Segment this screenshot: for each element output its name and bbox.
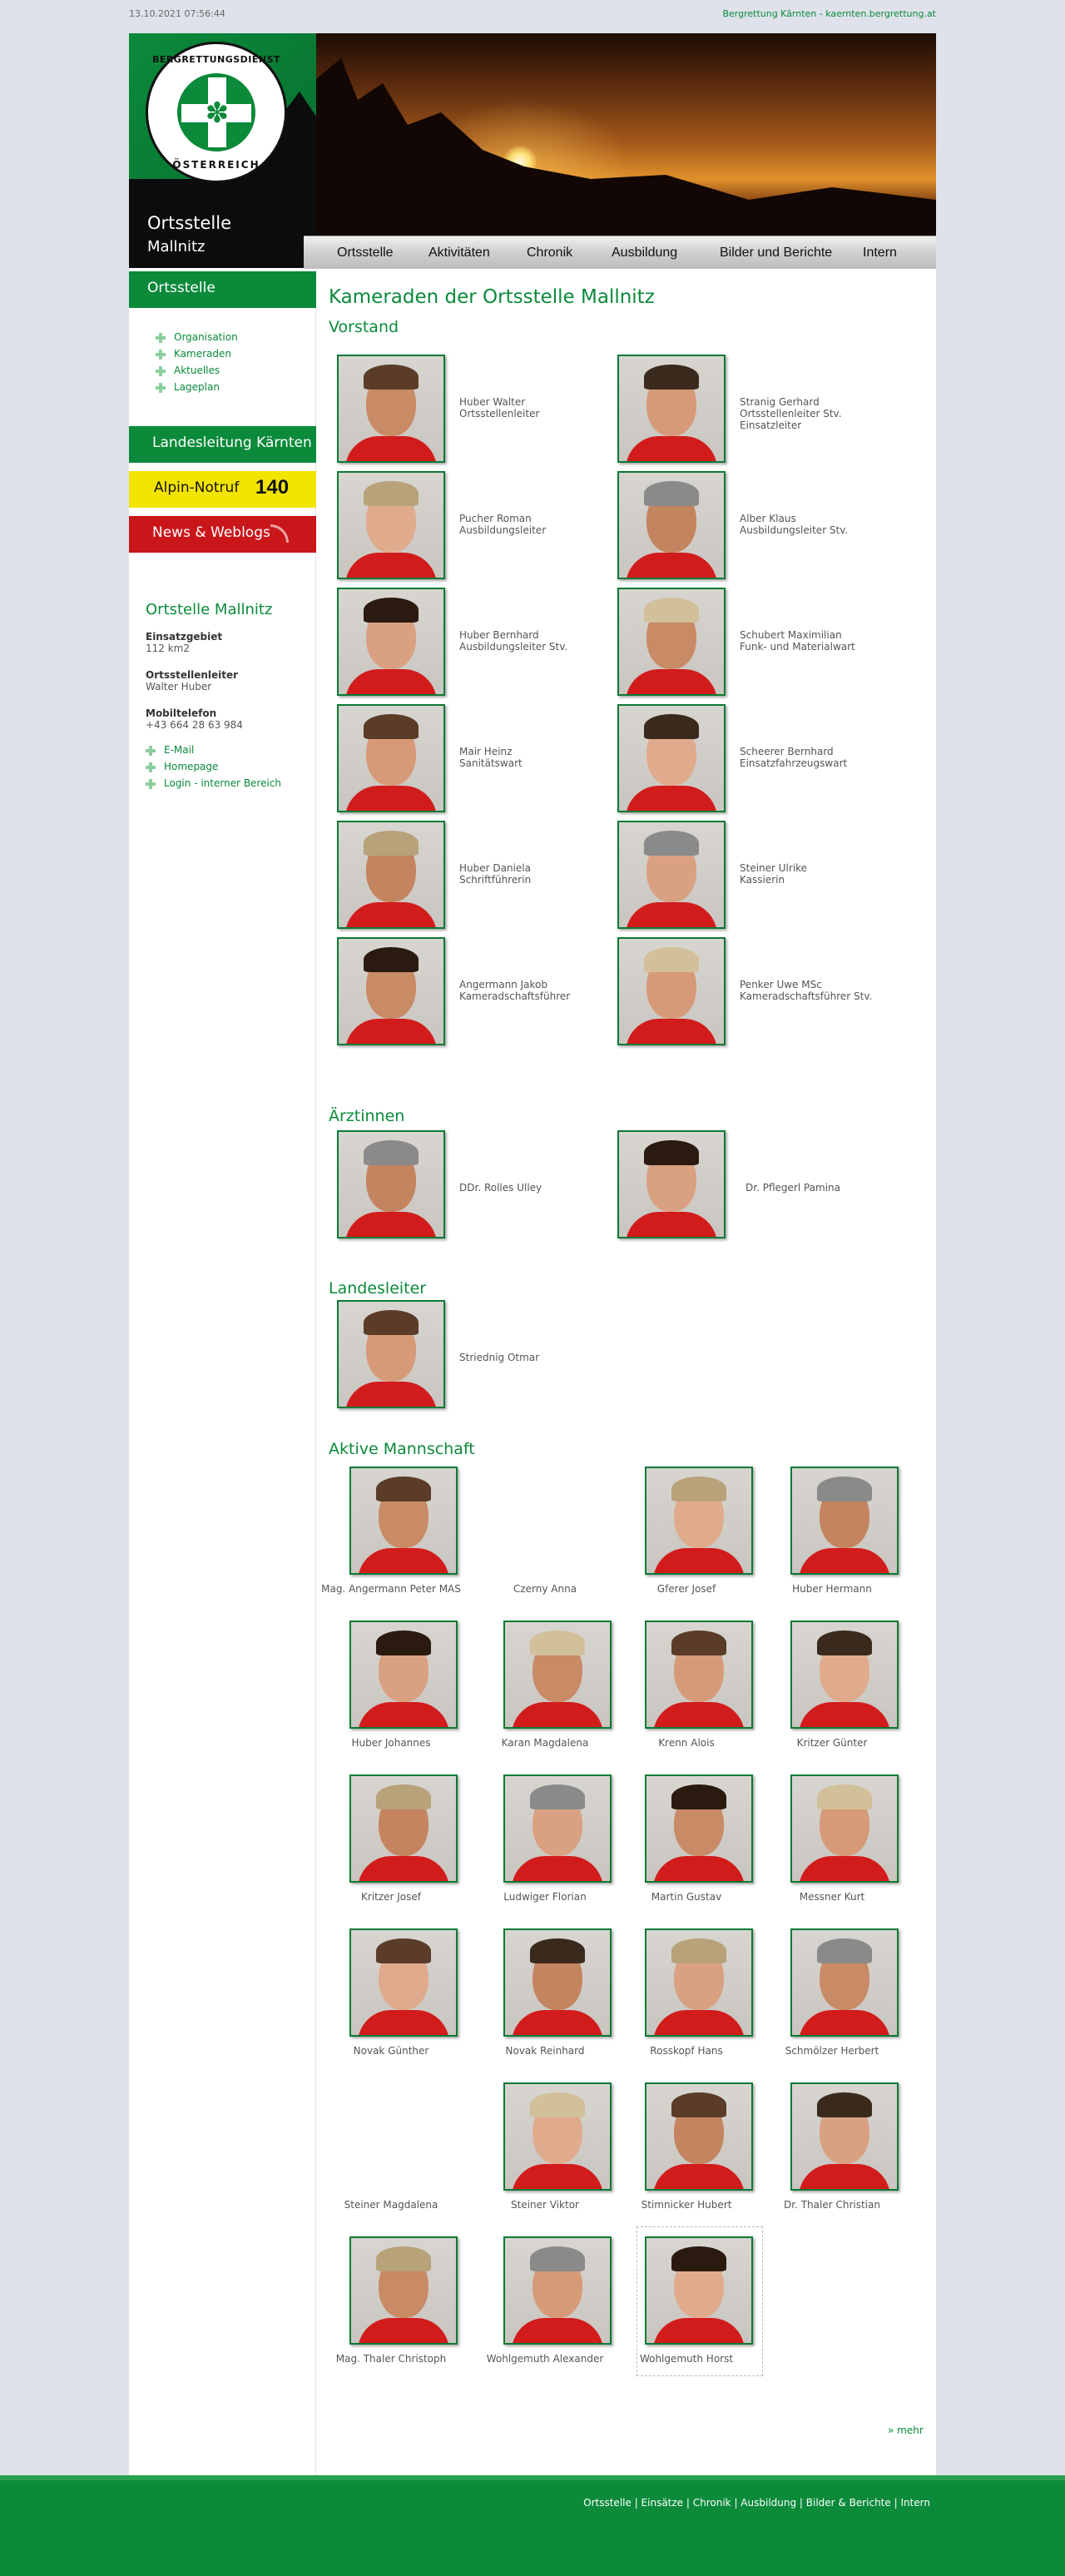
vorstand-photo[interactable] — [617, 355, 726, 463]
person-role: Ortsstellenleiter Stv. — [740, 408, 842, 419]
notruf-number: 140 — [255, 476, 290, 499]
person-role: Schriftführerin — [459, 874, 532, 886]
sidebar-item-lageplan[interactable]: Lageplan — [156, 381, 305, 393]
logo-title: Ortsstelle — [147, 213, 232, 233]
hair — [376, 1477, 431, 1501]
hair — [530, 2092, 585, 2117]
einsatzgebiet-info: Einsatzgebiet 112 km2 — [146, 631, 223, 654]
footer-separator: | — [890, 2497, 901, 2509]
person-role: Sanitätswart — [459, 757, 523, 769]
nav-chronik[interactable]: Chronik — [527, 246, 573, 260]
hair — [817, 1938, 872, 1963]
vorstand-photo[interactable] — [617, 704, 726, 812]
hair — [671, 2092, 726, 2117]
person-name: Alber Klaus — [740, 513, 796, 524]
member-name: Huber Hermann — [792, 1583, 872, 1595]
hair — [364, 714, 419, 739]
footer-link[interactable]: Bilder & Berichte — [805, 2497, 891, 2509]
badge-top-text: BERGRETTUNGSDIENST — [151, 54, 281, 65]
hair — [644, 947, 699, 972]
mannschaft-photo[interactable] — [503, 2082, 612, 2191]
datetime: 13.10.2021 07:56:44 — [129, 8, 225, 19]
section-vorstand: Vorstand — [329, 318, 399, 336]
member-name: Dr. Thaler Christian — [784, 2199, 880, 2211]
footer-link[interactable]: Ortsstelle — [583, 2497, 632, 2509]
arzt-photo[interactable] — [617, 1130, 726, 1238]
hair — [364, 598, 419, 623]
mannschaft-photo[interactable] — [790, 1928, 899, 2037]
hair — [530, 2246, 585, 2271]
hair — [644, 714, 699, 739]
alpin-notruf-banner[interactable]: Alpin-Notruf 140 — [129, 471, 316, 508]
mannschaft-photo[interactable] — [503, 2236, 612, 2345]
section-aerztinnen: Ärztinnen — [329, 1107, 405, 1125]
member-name: Stimnicker Hubert — [641, 2199, 732, 2211]
news-weblogs-banner[interactable]: News & Weblogs — [129, 516, 316, 553]
footer-separator: | — [796, 2497, 806, 2509]
main-nav — [304, 236, 936, 269]
mannschaft-photo[interactable] — [349, 1621, 458, 1729]
leiter-info: Ortsstellenleiter Walter Huber — [146, 669, 239, 692]
logo-area[interactable] — [129, 33, 316, 268]
footer-link[interactable]: Chronik — [692, 2497, 731, 2509]
member-name: Huber Johannes — [351, 1737, 431, 1749]
member-name: Schmölzer Herbert — [785, 2045, 879, 2057]
section-mannschaft: Aktive Mannschaft — [329, 1440, 475, 1458]
person-name: Schubert Maximilian — [740, 629, 842, 641]
hair — [376, 1938, 431, 1963]
plus-icon — [156, 333, 166, 343]
hair — [364, 831, 419, 856]
mannschaft-photo[interactable] — [349, 1774, 458, 1883]
landesleitung-banner[interactable]: Landesleitung Kärnten — [129, 426, 316, 463]
person-name: Dr. Pflegerl Pamina — [746, 1182, 840, 1194]
section-landesleiter: Landesleiter — [329, 1279, 427, 1298]
person-name: Penker Uwe MSc — [740, 979, 822, 990]
header-image — [316, 33, 936, 236]
footer-separator: | — [731, 2497, 741, 2509]
person-role: Ausbildungsleiter Stv. — [740, 524, 849, 536]
email-link[interactable]: E-Mail — [146, 744, 295, 756]
member-name: Mag. Thaler Christoph — [335, 2353, 447, 2365]
hair — [530, 1938, 585, 1963]
more-link[interactable]: » mehr — [888, 2425, 924, 2436]
member-name: Gferer Josef — [656, 1583, 716, 1595]
mannschaft-photo[interactable] — [645, 1928, 753, 2037]
person-role: Kameradschaftsführer — [459, 990, 571, 1002]
mobil-info: Mobiltelefon +43 664 28 63 984 — [146, 707, 243, 731]
person-role: Einsatzleiter — [740, 419, 802, 431]
member-name: Messner Kurt — [799, 1891, 865, 1903]
person-name: Steiner Ulrike — [740, 862, 808, 874]
mannschaft-photo[interactable] — [645, 1774, 753, 1883]
footer-links — [583, 2497, 930, 2509]
person-name: Pucher Roman — [459, 513, 532, 524]
landesleiter-photo[interactable] — [337, 1300, 445, 1408]
nav-ortsstelle[interactable]: Ortsstelle — [337, 246, 394, 260]
hair — [671, 1630, 726, 1655]
hair — [376, 1784, 431, 1809]
hair — [817, 2092, 872, 2117]
sidebar — [129, 268, 316, 2475]
hair — [817, 1477, 872, 1501]
person-name: Striednig Otmar — [459, 1352, 540, 1363]
person-name: Stranig Gerhard — [740, 396, 820, 408]
selected-member-frame — [637, 2226, 763, 2376]
footer-link[interactable]: Einsätze — [641, 2497, 684, 2509]
badge-bottom-text: ÖSTERREICH — [172, 159, 260, 171]
person-role: Ausbildungsleiter — [459, 524, 547, 536]
hair — [376, 1630, 431, 1655]
member-name: Steiner Magdalena — [344, 2199, 438, 2211]
mannschaft-photo[interactable] — [645, 2082, 753, 2191]
person-name: Angermann Jakob — [459, 979, 547, 990]
person-role: Funk- und Materialwart — [740, 641, 855, 653]
plus-icon — [146, 746, 156, 756]
mannschaft-photo[interactable] — [790, 1774, 899, 1883]
hair — [817, 1784, 872, 1809]
member-name: Kritzer Günter — [796, 1737, 868, 1749]
edelweiss-icon: ✽ — [205, 97, 230, 130]
person-name: Huber Bernhard — [459, 629, 539, 641]
hair — [364, 947, 419, 972]
nav-intern[interactable]: Intern — [863, 246, 897, 260]
person-name: Mair Heinz — [459, 746, 513, 757]
mannschaft-photo[interactable] — [503, 1928, 612, 2037]
hair — [364, 365, 419, 390]
footer-separator: | — [683, 2497, 693, 2509]
page-title: Kameraden der Ortsstelle Mallnitz — [329, 286, 655, 308]
member-name: Czerny Anna — [513, 1583, 577, 1595]
hair — [644, 365, 699, 390]
nav-ausbildung[interactable]: Ausbildung — [612, 246, 678, 260]
mannschaft-photo[interactable] — [645, 1467, 753, 1575]
arzt-photo[interactable] — [337, 1130, 445, 1238]
mannschaft-photo[interactable] — [645, 1621, 753, 1729]
top-bar — [129, 8, 936, 20]
vorstand-photo[interactable] — [617, 588, 726, 696]
rss-icon — [270, 524, 289, 543]
vorstand-photo[interactable] — [617, 937, 726, 1045]
hair — [364, 1140, 419, 1165]
member-name: Kritzer Josef — [360, 1891, 421, 1903]
sidebar-title: Ortstelle Mallnitz — [146, 601, 273, 618]
vorstand-photo[interactable] — [337, 355, 445, 463]
hair — [644, 1140, 699, 1165]
person-role: Ausbildungsleiter Stv. — [459, 641, 568, 653]
site-link[interactable]: Bergrettung Kärnten - kaernten.bergrettung.at — [722, 8, 936, 19]
vorstand-photo[interactable] — [337, 937, 445, 1045]
hair — [364, 481, 419, 506]
vorstand-photo[interactable] — [617, 471, 726, 579]
mannschaft-photo[interactable] — [503, 1621, 612, 1729]
hair — [671, 1477, 726, 1501]
mannschaft-photo[interactable] — [790, 2082, 899, 2191]
person-role: Kameradschaftsführer Stv. — [740, 990, 873, 1002]
hair — [376, 2246, 431, 2271]
footer-link[interactable]: Intern — [900, 2497, 930, 2509]
hair — [644, 598, 699, 623]
member-name: Ludwiger Florian — [503, 1891, 587, 1903]
vorstand-photo[interactable] — [337, 471, 445, 579]
sidebar-item-kameraden[interactable]: Kameraden — [156, 348, 305, 360]
mannschaft-photo[interactable] — [349, 1467, 458, 1575]
logo-subtitle: Mallnitz — [147, 238, 206, 256]
plus-icon — [146, 762, 156, 772]
person-role: Ortsstellenleiter — [459, 408, 540, 419]
bergrettung-logo — [146, 42, 287, 183]
nav-bilder-berichte[interactable]: Bilder und Berichte — [720, 246, 833, 260]
nav-aktivitaeten[interactable]: Aktivitäten — [428, 246, 490, 260]
person-role: Kassierin — [740, 874, 785, 886]
hair — [644, 481, 699, 506]
sidebar-item-organisation[interactable]: Organisation — [156, 331, 305, 343]
vorstand-photo[interactable] — [337, 821, 445, 929]
person-role: Einsatzfahrzeugswart — [740, 757, 848, 769]
mannschaft-photo[interactable] — [349, 2236, 458, 2345]
member-name: Novak Günther — [353, 2045, 429, 2057]
mannschaft-photo[interactable] — [790, 1621, 899, 1729]
homepage-link[interactable]: Homepage — [146, 761, 295, 772]
mannschaft-photo[interactable] — [790, 1467, 899, 1575]
plus-icon — [156, 366, 166, 376]
sidebar-item-aktuelles[interactable]: Aktuelles — [156, 365, 305, 376]
hair — [671, 1784, 726, 1809]
footer-link[interactable]: Ausbildung — [741, 2497, 797, 2509]
person-name: Huber Daniela — [459, 862, 531, 874]
person-name: DDr. Rolles Ulley — [459, 1182, 542, 1194]
page — [129, 33, 936, 2475]
vorstand-photo[interactable] — [617, 821, 726, 929]
member-name: Karan Magdalena — [501, 1737, 589, 1749]
hair — [671, 1938, 726, 1963]
plus-icon — [156, 383, 166, 393]
plus-icon — [156, 350, 166, 360]
person-name: Huber Walter — [459, 396, 526, 408]
member-name: Krenn Alois — [658, 1737, 715, 1749]
hair — [530, 1784, 585, 1809]
mannschaft-photo[interactable] — [503, 1774, 612, 1883]
member-name: Rosskopf Hans — [650, 2045, 723, 2057]
mannschaft-photo[interactable] — [349, 1928, 458, 2037]
plus-icon — [146, 779, 156, 789]
hair — [817, 1630, 872, 1655]
member-name: Steiner Viktor — [511, 2199, 579, 2211]
member-name: Martin Gustav — [651, 1891, 722, 1903]
person-name: Scheerer Bernhard — [740, 746, 834, 757]
footer-separator: | — [631, 2497, 641, 2509]
member-name: Wohlgemuth Horst — [639, 2353, 734, 2365]
login-link[interactable]: Login - interner Bereich — [146, 777, 295, 789]
member-name: Wohlgemuth Alexander — [486, 2353, 604, 2365]
footer — [0, 2475, 1065, 2576]
vorstand-photo[interactable] — [337, 588, 445, 696]
vorstand-photo[interactable] — [337, 704, 445, 812]
hair — [644, 831, 699, 856]
header — [129, 33, 936, 268]
member-name: Novak Reinhard — [505, 2045, 585, 2057]
hair — [364, 1310, 419, 1335]
hair — [530, 1630, 585, 1655]
sidebar-heading[interactable]: Ortsstelle — [129, 271, 316, 308]
member-name: Mag. Angermann Peter MAS — [321, 1583, 461, 1595]
